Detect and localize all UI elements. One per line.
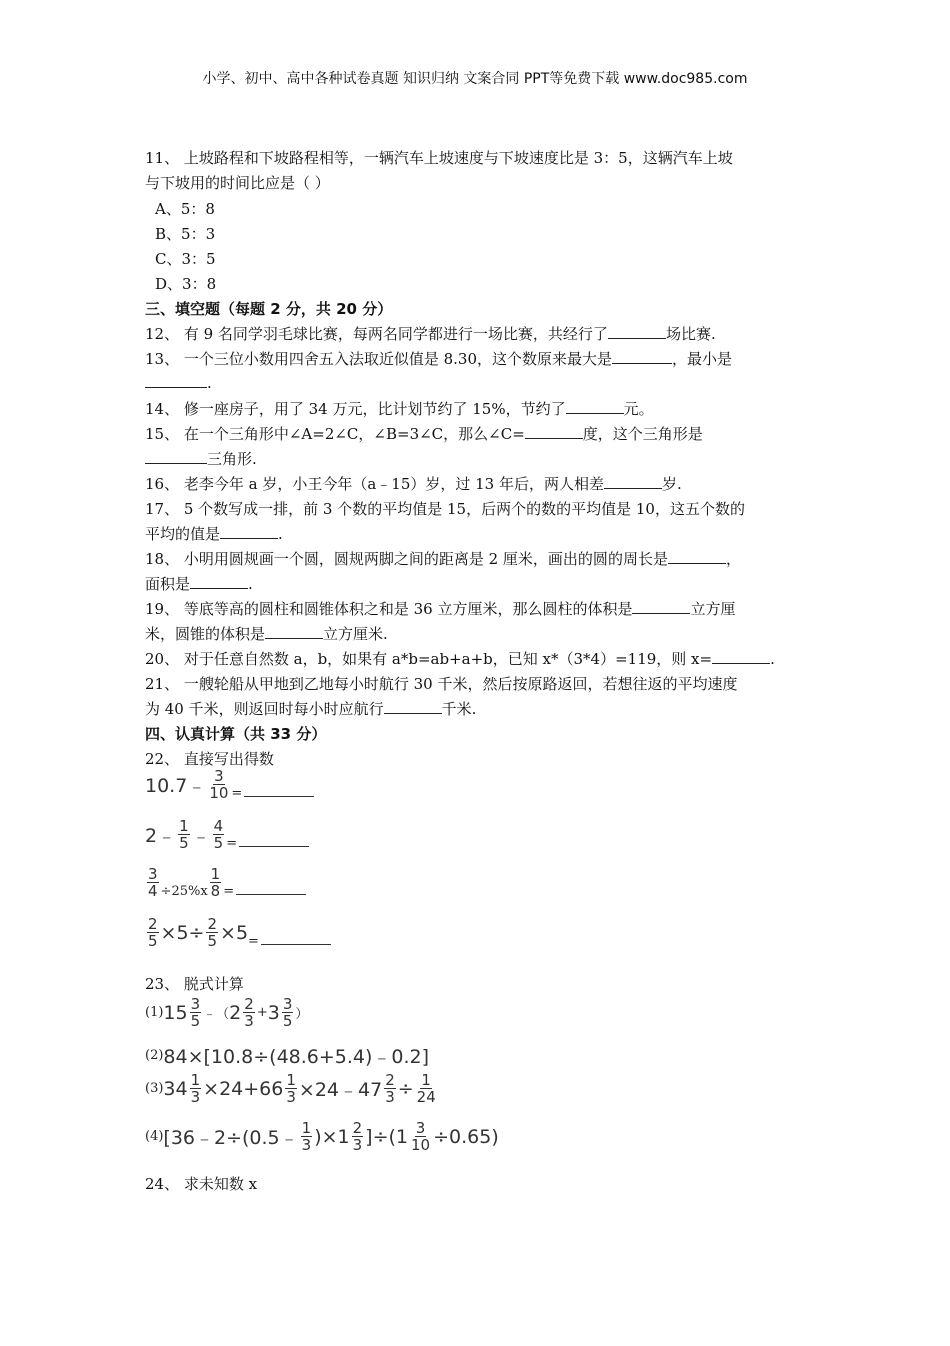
q23-p4-num3: 3 xyxy=(415,1119,426,1137)
q22-e4-num1: 2 xyxy=(148,915,158,933)
q19-text2: 米，圆锥的体积是 xyxy=(145,625,266,643)
q23-part-2 xyxy=(145,1042,429,1069)
q23-p1-fraction-2 xyxy=(243,996,255,1029)
q15-blank-type xyxy=(145,449,207,464)
q22-e1-lead: 10.7﹣ xyxy=(145,775,207,797)
q23-p3-t1: ×24+66 xyxy=(203,1077,284,1100)
q16 xyxy=(145,473,682,494)
q22-expr-4 xyxy=(145,916,331,949)
q18-text: 18、 小明用圆规画一个圆，圆规两脚之间的距离是 2 厘米，画出的圆的周长是 xyxy=(145,550,668,568)
q19-line2 xyxy=(145,623,388,644)
q23-title: 23、 脱式计算 xyxy=(145,975,244,993)
q23-p1-whole2: 2 xyxy=(229,1001,242,1024)
q23-p3-fraction-1 xyxy=(190,1072,202,1105)
q23-p1-den1: 5 xyxy=(190,1012,201,1030)
q13-blank-max xyxy=(612,349,672,364)
page-header: 小学、初中、高中各种试卷真题 知识归纳 文案合同 PPT等免费下载 www.doc985.com xyxy=(202,71,748,87)
q22-e4-tail: ×5 xyxy=(220,921,249,944)
q17-line1: 17、 5 个数写成一排，前 3 个数的平均值是 15，后两个的数的平均值是 10，这五个数的 xyxy=(145,500,745,518)
q13-line1 xyxy=(145,348,732,369)
q18-blank-perimeter xyxy=(668,549,726,564)
q22-e4-answer-blank xyxy=(261,934,331,945)
q16-blank xyxy=(604,474,662,489)
q24-title: 24、 求未知数 x xyxy=(145,1175,258,1193)
q23-p4-num1: 1 xyxy=(301,1119,312,1137)
q22-e2-num1: 1 xyxy=(179,817,189,835)
q14-blank xyxy=(566,399,624,414)
q19-blank-cone xyxy=(265,624,323,639)
q23-part-1 xyxy=(145,996,308,1029)
q23-p1-fraction-3 xyxy=(282,996,294,1029)
q22-e2-eq: = xyxy=(226,836,238,851)
q23-p1-plus: + xyxy=(256,1005,268,1020)
q23-p4-fraction-3 xyxy=(410,1120,431,1153)
q17-tail: . xyxy=(278,525,283,543)
q22-e4-mid: ×5÷ xyxy=(160,921,205,944)
q23-p4-num2: 2 xyxy=(352,1119,363,1137)
q22-e4-den1: 5 xyxy=(148,932,158,950)
q21-line1: 21、 一艘轮船从甲地到乙地每小时航行 30 千米，然后按原路返回，若想往返的平均速度 xyxy=(145,675,738,693)
q11-option-d: D、3：8 xyxy=(155,275,217,293)
q22-e2-answer-blank xyxy=(239,836,309,847)
q22-e3-answer-blank xyxy=(236,884,306,895)
q23-p3-fraction-2 xyxy=(285,1072,297,1105)
q23-p3-den4: 24 xyxy=(416,1088,436,1106)
q23-p3-label: (3) xyxy=(145,1081,164,1096)
q22-e3-eq: = xyxy=(223,884,235,899)
q23-p4-den1: 3 xyxy=(301,1136,312,1154)
q22-e1-answer-blank xyxy=(244,786,314,797)
q19-text: 19、 等底等高的圆柱和圆锥体积之和是 36 立方厘米，那么圆柱的体积是 xyxy=(145,600,633,618)
q23-p1-whole1: 15 xyxy=(163,1001,188,1024)
q11-option-a: A、5：8 xyxy=(155,200,215,218)
section-3-title: 三、填空题（每题 2 分，共 20 分） xyxy=(145,300,393,318)
q23-p1-op: ﹣（ xyxy=(203,1007,230,1022)
q23-p1-whole3: 3 xyxy=(267,1001,280,1024)
q23-p4-t4: ÷0.65) xyxy=(433,1125,499,1148)
q21-text2: 为 40 千米，则返回时每小时应航行 xyxy=(145,700,384,718)
q12-text: 12、 有 9 名同学羽毛球比赛，每两名同学都进行一场比赛，共经行了 xyxy=(145,325,608,343)
q22-e3-fraction-2 xyxy=(210,866,222,899)
q23-p3-den2: 3 xyxy=(286,1088,296,1106)
q18-mid: ， xyxy=(725,550,741,568)
q23-p1-fraction-1 xyxy=(190,996,202,1029)
q21-blank xyxy=(384,699,442,714)
q13-blank-min xyxy=(145,373,207,388)
q23-p3-den3: 3 xyxy=(385,1088,395,1106)
q22-e2-op: ﹣ xyxy=(191,825,211,847)
q20 xyxy=(145,648,775,669)
q23-p3-num1: 1 xyxy=(190,1071,201,1089)
q23-p4-den3: 10 xyxy=(411,1136,431,1154)
q17-line2 xyxy=(145,523,283,544)
q23-p4-t1: [36﹣2÷(0.5﹣ xyxy=(163,1127,299,1149)
q23-p3-whole1: 34 xyxy=(163,1077,188,1100)
q23-p4-fraction-2 xyxy=(352,1120,364,1153)
q22-title: 22、 直接写出得数 xyxy=(145,750,274,768)
q23-p2-label: (2) xyxy=(145,1048,164,1063)
q18-line1 xyxy=(145,548,741,569)
q23-p3-t3: ÷ xyxy=(397,1077,414,1100)
q15-line2 xyxy=(145,448,257,469)
q19-tail: 立方厘米. xyxy=(323,625,388,643)
q14-tail: 元。 xyxy=(623,400,654,418)
q22-e3-mid: ÷25%x xyxy=(160,884,208,899)
q12-tail: 场比赛. xyxy=(665,325,716,343)
q22-e1-den: 10 xyxy=(209,784,229,802)
q11-option-b: B、5：3 xyxy=(155,225,216,243)
q22-e3-num1: 3 xyxy=(148,865,158,883)
q21-tail: 千米. xyxy=(441,700,477,718)
q22-e2-fraction-1 xyxy=(178,818,190,851)
q16-text: 16、 老李今年 a 岁，小王今年（a﹣15）岁，过 13 年后，两人相差 xyxy=(145,475,604,493)
q22-e4-eq: = xyxy=(248,934,259,949)
q23-p1-den3: 5 xyxy=(282,1012,293,1030)
q23-p2-expr: 84×[10.8÷(48.6+5.4)﹣0.2] xyxy=(163,1046,430,1068)
q21-line2 xyxy=(145,698,476,719)
q20-tail: . xyxy=(770,650,775,668)
q13-mid: ，最小是 xyxy=(672,350,733,368)
q22-e3-den1: 4 xyxy=(148,882,158,900)
q22-e2-lead: 2﹣ xyxy=(145,825,177,847)
q18-tail: . xyxy=(248,575,253,593)
q22-e1-num: 3 xyxy=(214,767,224,785)
q22-e3-fraction-1 xyxy=(147,866,159,899)
section-4-title: 四、认真计算（共 33 分） xyxy=(145,725,327,743)
q22-e3-den2: 8 xyxy=(210,882,221,900)
q23-p4-t3: ]÷(1 xyxy=(365,1125,409,1148)
q18-line2 xyxy=(145,573,253,594)
q22-expr-2 xyxy=(145,818,309,851)
q23-part-4 xyxy=(145,1120,499,1153)
q22-e4-fraction-2 xyxy=(206,916,218,949)
q19-mid: 立方厘 xyxy=(690,600,736,618)
q23-p3-num4: 1 xyxy=(421,1071,431,1089)
q23-p1-label: (1) xyxy=(145,1005,164,1020)
q23-p1-den2: 3 xyxy=(244,1012,254,1030)
q20-blank xyxy=(712,649,770,664)
q12 xyxy=(145,323,716,344)
q18-blank-area xyxy=(190,574,248,589)
q20-text: 20、 对于任意自然数 a，b，如果有 a*b=ab+a+b，已知 x*（3*4）=119，则 x= xyxy=(145,650,713,668)
q23-p3-fraction-4 xyxy=(416,1072,437,1105)
q23-p3-fraction-3 xyxy=(384,1072,396,1105)
q15-line1 xyxy=(145,423,703,444)
q14 xyxy=(145,398,654,419)
q23-p3-den1: 3 xyxy=(190,1088,201,1106)
q23-p3-num3: 2 xyxy=(385,1071,395,1089)
q11-line2: 与下坡用的时间比应是（ ） xyxy=(145,174,330,192)
q18-text2: 面积是 xyxy=(145,575,191,593)
q14-text: 14、 修一座房子，用了 34 万元，比计划节约了 15%，节约了 xyxy=(145,400,566,418)
q16-tail: 岁. xyxy=(662,475,682,493)
q11-option-c: C、3：5 xyxy=(155,250,216,268)
q17-text2: 平均的值是 xyxy=(145,525,221,543)
q22-e2-den2: 5 xyxy=(213,834,224,852)
q23-p4-fraction-1 xyxy=(301,1120,313,1153)
q11-line1: 11、 上坡路程和下坡路程相等，一辆汽车上坡速度与下坡速度比是 3：5，这辆汽车上坡 xyxy=(145,149,733,167)
q23-p4-t2: )×1 xyxy=(314,1125,350,1148)
q23-p3-num2: 1 xyxy=(286,1071,296,1089)
q22-expr-1 xyxy=(145,768,314,801)
q22-expr-3 xyxy=(145,866,306,899)
q22-e4-den2: 5 xyxy=(207,932,218,950)
q23-p3-t2: ×24﹣47 xyxy=(298,1079,383,1101)
q23-p1-close: ） xyxy=(295,1007,309,1022)
q22-e3-num2: 1 xyxy=(210,865,221,883)
q15-text: 15、 在一个三角形中∠A=2∠C，∠B=3∠C，那么∠C= xyxy=(145,425,525,443)
q22-e4-num2: 2 xyxy=(207,915,218,933)
q22-e2-num2: 4 xyxy=(213,817,224,835)
q23-p4-label: (4) xyxy=(145,1129,164,1144)
q13-tail: . xyxy=(207,374,212,392)
q19-blank-cylinder xyxy=(632,599,690,614)
q15-tail: 三角形. xyxy=(207,450,257,468)
q23-p4-den2: 3 xyxy=(352,1136,363,1154)
q22-e1-eq: = xyxy=(231,786,243,801)
q13-line2 xyxy=(145,373,212,392)
q23-p1-num1: 3 xyxy=(190,995,201,1013)
q22-e4-fraction-1 xyxy=(147,916,159,949)
q17-blank xyxy=(220,524,278,539)
q15-mid: 度，这个三角形是 xyxy=(582,425,703,443)
q19-line1 xyxy=(145,598,736,619)
q22-e2-den1: 5 xyxy=(179,834,189,852)
q12-blank xyxy=(608,324,666,339)
q23-part-3 xyxy=(145,1072,439,1105)
q23-p1-num3: 3 xyxy=(282,995,293,1013)
q13-text: 13、 一个三位小数用四舍五入法取近似值是 8.30，这个数原来最大是 xyxy=(145,350,613,368)
q22-e2-fraction-2 xyxy=(213,818,225,851)
q22-e1-fraction xyxy=(208,768,229,801)
q23-p1-num2: 2 xyxy=(244,995,254,1013)
q15-blank-angle xyxy=(525,424,583,439)
